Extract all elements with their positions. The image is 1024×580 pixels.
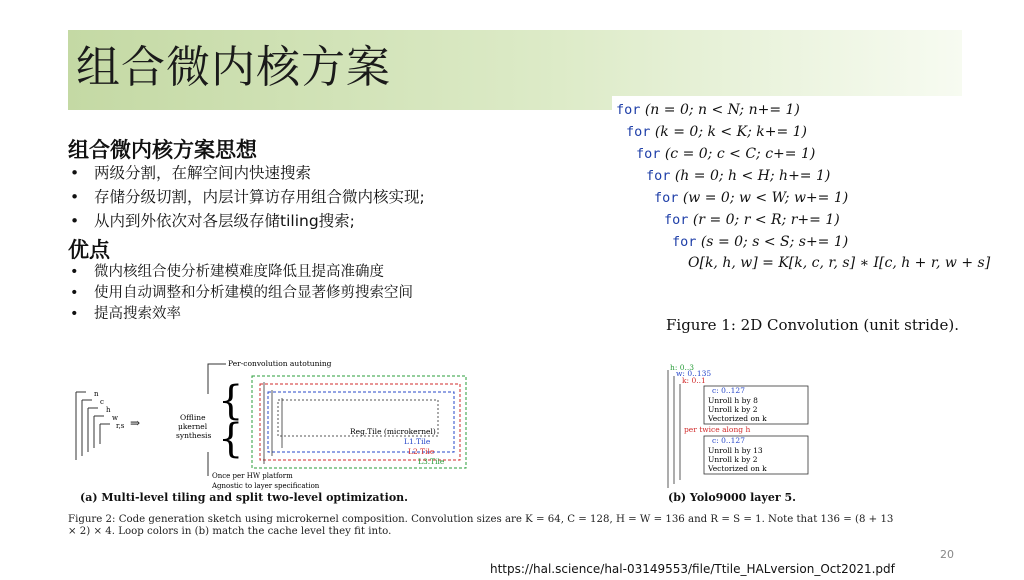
unroll-label: Unroll h by 13 xyxy=(708,446,763,455)
list-item: • 从内到外依次对各层级存储tiling搜索; xyxy=(68,209,425,233)
autotune-label: Per-convolution autotuning xyxy=(228,359,332,368)
loop-expr: (s = 0; s < S; s+= 1) xyxy=(700,234,849,250)
stack-letter: w xyxy=(112,414,118,422)
stack-letter: r,s xyxy=(116,422,125,430)
loop-expr: (r = 0; r < R; r+= 1) xyxy=(692,212,840,228)
note-label: Agnostic to layer specification xyxy=(212,482,320,490)
loop-w-label: w: 0..135 xyxy=(676,369,712,378)
figure2a-caption: (a) Multi-level tiling and split two-level optimization. xyxy=(80,491,408,504)
loop-k-label: k: 0..1 xyxy=(682,376,706,385)
offline-label: synthesis xyxy=(176,431,212,440)
list-item: • 两级分割，在解空间内快速搜索 xyxy=(68,161,425,185)
loop-expr: (w = 0; w < W; w+= 1) xyxy=(682,190,849,206)
loop-body: O[k, h, w] = K[k, c, r, s] ∗ I[c, h + r, w + s] xyxy=(688,255,991,271)
offline-label: μkernel xyxy=(178,422,208,431)
figure2b-diagram xyxy=(664,362,820,492)
loop-expr: (h = 0; h < H; h+= 1) xyxy=(674,168,831,184)
section1-heading: 组合微内核方案思想 xyxy=(68,138,257,162)
brace-icon: { xyxy=(218,416,244,462)
unroll-label: Unroll h by 8 xyxy=(708,396,758,405)
l2-label: L2.Tile xyxy=(408,447,435,456)
for-keyword: for xyxy=(672,234,697,250)
stack-letter: n xyxy=(94,390,99,398)
for-keyword: for xyxy=(654,190,679,206)
figure2a-diagram xyxy=(68,352,478,492)
for-keyword: for xyxy=(664,212,689,228)
section1-bullets xyxy=(68,161,425,233)
stack-letter: h xyxy=(106,406,111,414)
l3-label: L3.Tile xyxy=(418,457,445,466)
figure2-caption: Figure 2: Code generation sketch using microkernel composition. Convolution sizes are K = 64, C = 128, H = W = 136 and R = S = 1. Note that 136 = (8 + 13 × 2) × 4. Loop colors in (b) match the cache level they fit into. xyxy=(68,514,894,537)
arrow-icon: ⇒ xyxy=(130,416,141,430)
for-keyword: for xyxy=(626,124,651,140)
for-keyword: for xyxy=(636,146,661,162)
loop-c-label: c: 0..127 xyxy=(712,436,745,445)
repeat-label: per twice along h xyxy=(684,425,751,434)
source-link[interactable]: https://hal.science/hal-03149553/file/Ttile_HALversion_Oct2021.pdf xyxy=(490,562,895,576)
list-item: • 微内核组合使分析建模难度降低且提高准确度 xyxy=(68,262,413,283)
page-number: 20 xyxy=(940,548,954,561)
vectorize-label: Vectorized on k xyxy=(708,414,767,423)
loop-h-label: h: 0..3 xyxy=(670,363,695,372)
brace-icon: { xyxy=(218,378,244,424)
figure1-caption: Figure 1: 2D Convolution (unit stride). xyxy=(666,316,959,334)
loop-lines xyxy=(668,370,680,488)
list-item: • 使用自动调整和分析建模的组合显著修剪搜索空间 xyxy=(68,283,413,304)
vectorize-label: Vectorized on k xyxy=(708,464,767,473)
unroll-label: Unroll k by 2 xyxy=(708,455,758,464)
figure1-code xyxy=(612,96,992,276)
loop-expr: (n = 0; n < N; n+= 1) xyxy=(644,102,800,118)
offline-label: Offline xyxy=(180,413,206,422)
figure2b-caption: (b) Yolo9000 layer 5. xyxy=(668,491,796,504)
loop-stack-icon xyxy=(76,392,110,460)
reg-tile-label: Reg.Tile (microkernel) xyxy=(350,427,436,436)
loop-expr: (c = 0; c < C; c+= 1) xyxy=(664,146,816,162)
stack-letter: c xyxy=(100,398,104,406)
for-keyword: for xyxy=(646,168,671,184)
loop-expr: (k = 0; k < K; k+= 1) xyxy=(654,124,807,140)
section2-bullets xyxy=(68,262,413,325)
for-keyword: for xyxy=(616,102,641,118)
loop-c-label: c: 0..127 xyxy=(712,386,745,395)
section2-heading: 优点 xyxy=(68,238,110,262)
list-item: • 提高搜索效率 xyxy=(68,304,413,325)
slide-title: 组合微内核方案 xyxy=(76,42,391,93)
l1-label: L1.Tile xyxy=(404,437,431,446)
unroll-label: Unroll k by 2 xyxy=(708,405,758,414)
list-item: • 存储分级切割，内层计算访存用组合微内核实现; xyxy=(68,185,425,209)
note-label: Once per HW platform xyxy=(212,472,293,480)
